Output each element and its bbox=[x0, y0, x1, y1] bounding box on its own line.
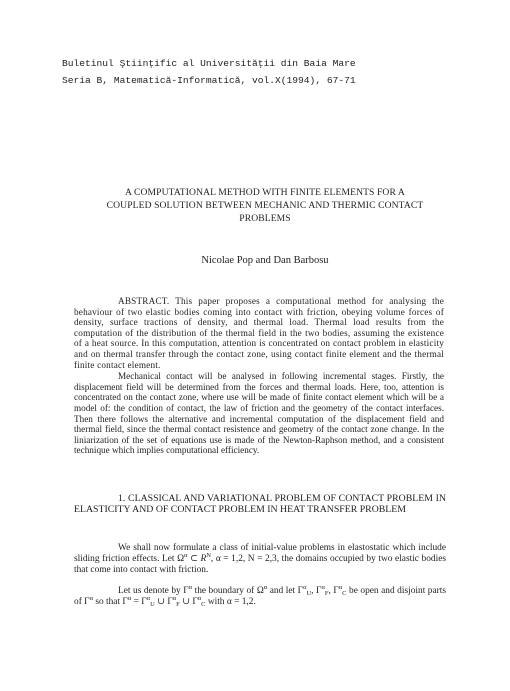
body-p2-text-e: so that bbox=[95, 596, 121, 607]
index-f: F bbox=[176, 600, 180, 608]
alpha-superscript: α bbox=[188, 583, 193, 591]
omega-symbol: Ω bbox=[177, 554, 185, 565]
body-paragraph-1 bbox=[74, 543, 446, 577]
alpha-superscript: α bbox=[303, 583, 307, 591]
body-p2-text-f: with α = 1,2. bbox=[207, 596, 256, 607]
body-p2-text-d: be open and disjoint parts of bbox=[74, 585, 447, 607]
gamma-symbol: Γ bbox=[297, 585, 304, 596]
journal-series-volume: Seria B, Matematică-Informatică, vol.X(1994), 67-71 bbox=[62, 75, 356, 86]
omega-symbol: Ω bbox=[256, 585, 264, 596]
paper-title-line-3: PROBLEMS bbox=[239, 213, 291, 224]
alpha-superscript: α bbox=[321, 583, 325, 591]
index-u: U bbox=[306, 589, 312, 597]
gamma-symbol: Γ bbox=[122, 596, 128, 607]
section-1-heading-text: 1. CLASSICAL AND VARIATIONAL PROBLEM OF CONTACT PROBLEM IN ELASTICITY AND OF CONTACT PROBLEM IN HEAT TRANSFER PROBLEM bbox=[74, 493, 446, 515]
dimension-superscript: N bbox=[206, 552, 211, 560]
gamma-symbol: Γ bbox=[192, 596, 198, 607]
alpha-superscript: α bbox=[263, 583, 268, 591]
section-1-body bbox=[74, 543, 446, 608]
gamma-symbol: Γ bbox=[183, 585, 189, 596]
abstract-paragraph-1: ABSTRACT. This paper proposes a computational method for analysing the behaviour of two elastic bodies coming into contact with friction, obeying volume forces of density, surface tractions of density, and thermal load. Thermal load results from the computation of the distribution of the thermal field in the two bodies, assuming the existence of a heat source. In this computation, attention is concentrated on contact problem in elasticity and on thermal transfer through the contact zone, using contact finite element and the thermal finite contact element. bbox=[74, 296, 444, 370]
alpha-superscript: α bbox=[172, 594, 177, 602]
real-space-symbol: R bbox=[200, 554, 207, 565]
journal-name: Buletinul Ştiinţific al Universităţii din Baia Mare bbox=[62, 58, 356, 69]
alpha-superscript: α bbox=[184, 552, 188, 560]
body-p2-text-a: Let us denote by bbox=[118, 585, 181, 596]
index-c: C bbox=[342, 589, 347, 597]
gamma-symbol: Γ bbox=[141, 596, 147, 607]
body-paragraph-1-conditions: , α = 1,2, N = 2,3, the domains occupied by two elastic bodies that come into contact with friction. bbox=[74, 554, 447, 576]
gamma-symbol: Γ bbox=[167, 596, 173, 607]
body-paragraph-1-text: We shall now formulate a class of initial-value problems in elastostatic which include sliding friction effects. Let bbox=[74, 543, 446, 565]
body-p2-text-c: and let bbox=[269, 585, 296, 596]
gamma-symbol: Γ bbox=[84, 596, 90, 607]
index-f: F bbox=[324, 589, 329, 597]
gamma-symbol: Γ bbox=[333, 585, 339, 596]
subset-symbol: ⊂ bbox=[187, 554, 201, 565]
alpha-superscript: α bbox=[89, 594, 93, 602]
gamma-symbol: Γ bbox=[316, 585, 322, 596]
section-1-heading bbox=[74, 493, 446, 515]
abstract-paragraph-2: Mechanical contact will be analysed in following incremental stages. Firstly, the displacement field will be determined from the forces and thermal loads. Here, too, attention is concentrated on the contact zone, where use will be made of finite contact element which will be a model of: the condition of contact, the law of friction and the geometry of the contact interfaces. Then there follows the alternative and incremental computation of the displacement field and thermal field, since the thermal contact resistence and geometry of the contact zone change. In the liniarization of the set of equations use is made of the Newton-Raphson method, and a consistent technique which implies computational efficiency. bbox=[74, 371, 444, 456]
paper-title-line-2: COUPLED SOLUTION BETWEEN MECHANIC AND THERMIC CONTACT bbox=[106, 200, 424, 211]
journal-header bbox=[62, 55, 482, 89]
body-paragraph-2: Let us denote by $\Gamma^\alpha$ the boundary of $\Omega^\alpha$ and let $\Gamma^\alpha_U$, $\Gamma^\alpha_F$, $\Gamma^\alpha_C$ be open and disjoint parts of $\Gamma^\alpha$ so that $\Gamma^\alpha = \Gamma^\alpha_U$ ∪ $\Gamma^\alpha_F$ ∪ $\Gamma^\alpha_C$ with α = 1,2. bbox=[74, 583, 447, 608]
index-c: C bbox=[201, 600, 206, 608]
alpha-superscript: α bbox=[197, 594, 202, 602]
index-u: U bbox=[150, 600, 155, 608]
alpha-superscript: α bbox=[146, 594, 151, 602]
abstract bbox=[74, 296, 444, 456]
paper-title bbox=[85, 186, 445, 225]
alpha-superscript: α bbox=[127, 594, 132, 602]
body-p2-text-b: the boundary of bbox=[194, 585, 255, 596]
alpha-superscript: α bbox=[338, 583, 343, 591]
paper-title-line-1: A COMPUTATIONAL METHOD WITH FINITE ELEMENTS FOR A bbox=[125, 187, 405, 198]
paper-authors: Nicolae Pop and Dan Barbosu bbox=[201, 255, 329, 266]
